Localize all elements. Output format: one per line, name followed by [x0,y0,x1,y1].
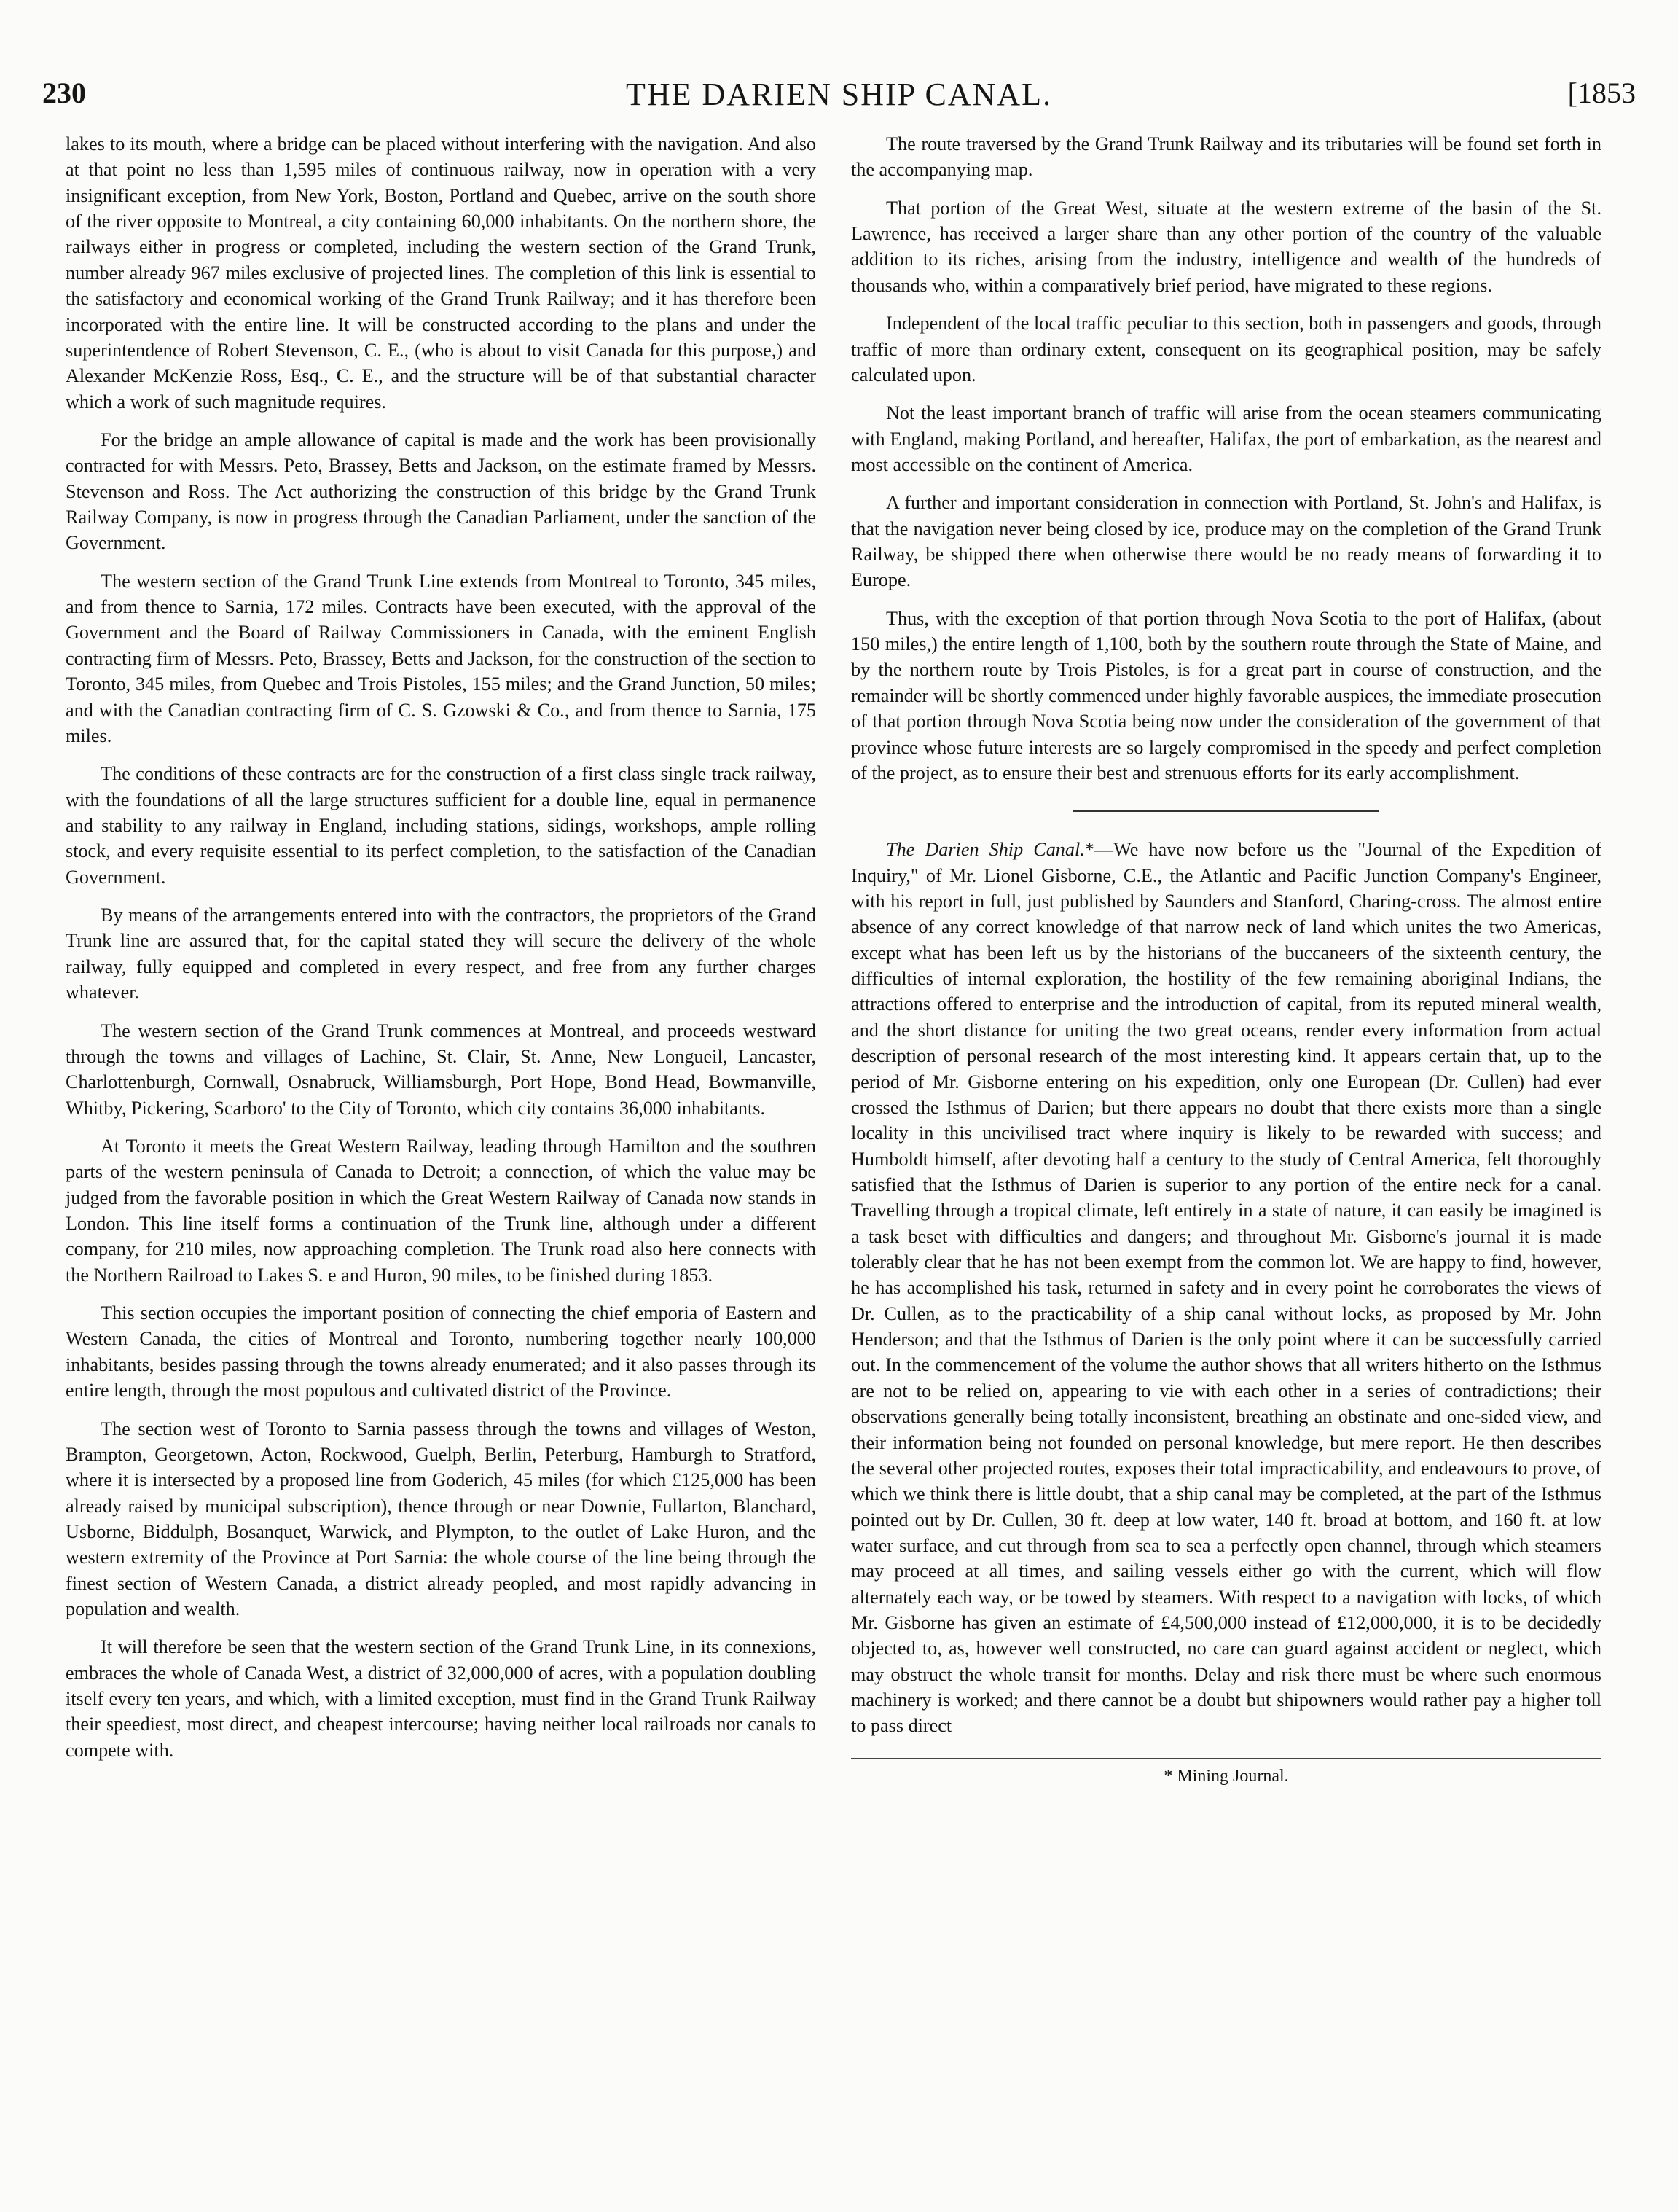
running-title: THE DARIEN SHIP CANAL. [625,77,1053,112]
page-number: 230 [42,77,86,109]
footnote: * Mining Journal. [1164,1766,1289,1786]
footnote-divider [851,1758,1601,1759]
paragraph: By means of the arrangements entered into with the contractors, the proprietors of the Grand Trunk line are assured that, for the capital stated they will secure the delivery of the whole railway, fully equipped and completed in every respect, and free from any further charges whatever. [66,904,816,1004]
section-divider [1073,810,1379,812]
article-paragraph [851,837,1601,1739]
paragraph: A further and important consideration in connection with Portland, St. John's and Halifax, is that the navigation never being closed by ice, produce may on the completion of the Grand Trunk Railway, be shipped there when otherwise there would be no ready means of forwarding it to Europe. [851,492,1601,591]
paragraph: The western section of the Grand Trunk Line extends from Montreal to Toronto, 345 miles, and from thence to Sarnia, 172 miles. Contracts have been executed, with the approval of the Government and the Board of Railway Commissioners in Canada, with the eminent English contracting firm of Messrs. Peto, Brassey, Betts and Jackson, for the construction of the section to Toronto, 345 miles, from Quebec and Trois Pistoles, 155 miles; and the Grand Junction, 50 miles; and with the Canadian contracting firm of C. S. Gzowski & Co., and from thence to Sarnia, 175 miles. [66,570,816,746]
article-body: We have now before us the "Journal of the Expedition of Inquiry," of Mr. Lionel Gisborne, C.E., the Atlantic and Pacific Junction Company's Engineer, with his report in full, just published by Saunders and Stanford, Charing-cross. The almost entire absence of any correct knowledge of that narrow neck of land which unites the two Americas, except what has been left us by the historians of the buccaneers of the sixteenth century, the difficulties of internal exploration, the hostility of the few remaining aboriginal Indians, the attractions offered to enterprise and the introduction of capital, from its reputed mineral wealth, and the short distance for uniting the two great oceans, render every information from actual description of personal research of the most interesting kind. It appears certain that, up to the period of Mr. Gisborne entering on his expedition, only one European (Dr. Cullen) had ever crossed the Isthmus of Darien; but there appears no doubt that there exists more than a single locality in this uncivilised tract where inquiry is likely to be rewarded with success; and Humboldt himself, after devoting half a century to the study of Central America, felt thoroughly satisfied that the Isthmus of Darien is superior to any portion of the entire neck for a canal. Travelling through a tropical climate, left entirely in a state of nature, it can easily be imagined is a task beset with difficulties and dangers; and throughout Mr. Gisborne's journal it is made tolerably clear that he has not been exempt from the common lot. We are happy to find, however, he has accomplished his task, returned in safety and in every point he corroborates the views of Dr. Cullen, as to the practicability of a ship canal without locks, as proposed by Mr. John Henderson; and that the Isthmus of Darien is the only point where it can be successfully carried out. In the commencement of the volume the author shows that all writers hitherto on the Isthmus are not to be relied on, appearing to vie with each other in a series of contradictions; their observations generally being totally inconsistent, breathing an obstinate and one-sided view, and their information being not founded on personal knowledge, but mere report. He then describes the several other projected routes, exposes their total impracticability, and endeavours to prove, of which we think there is little doubt, that a ship canal may be completed, at the part of the Isthmus pointed out by Dr. Cullen, 30 ft. deep at low water, 140 ft. broad at bottom, and 160 ft. at low water surface, and cut through from sea to sea a perfectly open channel, through which steamers may proceed at all times, and sailing vessels either go with the current, which will flow alternately each way, or be towed by steamers. With respect to a navigation with locks, of which Mr. Gisborne has given an estimate of £4,500,000 instead of £12,000,000, it is to be decidedly objected to, as, however well constructed, no care can guard against accident or neglect, which may obstruct the whole transit for months. Delay and risk there must be where such enormous machinery is worked; and there cannot be a doubt but shipowners would rather pay a higher toll to pass direct [851,839,1601,1737]
paragraph: The route traversed by the Grand Trunk Railway and its tributaries will be found set forth in the accompanying map. [851,133,1601,181]
paragraph: It will therefore be seen that the western section of the Grand Trunk Line, in its connexions, embraces the whole of Canada West, a district of 32,000,000 of acres, with a population doubling itself every ten years, and which, with a limited exception, must find in the Grand Trunk Railway their speediest, most direct, and cheapest intercourse; having neither local railroads nor canals to compete with. [66,1636,816,1761]
paragraph: Not the least important branch of traffic will arise from the ocean steamers communicating with England, making Portland, and hereafter, Halifax, the port of embarkation, as the nearest and most accessible on the continent of America. [851,402,1601,475]
paragraph: At Toronto it meets the Great Western Railway, leading through Hamilton and the southren parts of the western peninsula of Canada to Detroit; a connection, of which the value may be judged from the favorable position in which the Great Western Railway of Canada now stands in London. This line itself forms a continuation of the Trunk line, although under a different company, for 210 miles, now approaching completion. The Trunk road also here connects with the Northern Railroad to Lakes S. e and Huron, 90 miles, to be finished during 1853. [66,1135,816,1286]
paragraph: The western section of the Grand Trunk commences at Montreal, and proceeds westward through the towns and villages of Lachine, St. Clair, St. Anne, New Longueil, Lancaster, Charlottenburgh, Cornwall, Osnabruck, Williamsburgh, Port Hope, Bond Head, Bowmanville, Whitby, Pickering, Scarboro' to the City of Toronto, which city contains 36,000 inhabitants. [66,1020,816,1119]
left-column [66,131,816,1775]
year-mark: [1853 [1567,77,1636,109]
paragraph: The section west of Toronto to Sarnia passess through the towns and villages of Weston, Brampton, Georgetown, Acton, Rockwood, Guelph, Berlin, Peterburg, Hamburgh to Stratford, where it is intersected by a proposed line from Goderich, 45 miles (for which £125,000 has been already raised by municipal subscription), thence through or near Downie, Fullarton, Blanchard, Usborne, Biddulph, Bosanquet, Warwick, and Plympton, to the outlet of Lake Huron, and the western extremity of the Province at Port Sarnia: the whole course of the line being through the finest section of Western Canada, a district already peopled, and most rapidly advancing in population and wealth. [66,1418,816,1620]
paragraph: Independent of the local traffic peculiar to this section, both in passengers and goods, through traffic of more than ordinary extent, consequent on its geographical position, may be safely calculated upon. [851,313,1601,386]
right-column [851,131,1601,1788]
paragraph: This section occupies the important position of connecting the chief emporia of Eastern and Western Canada, the cities of Montreal and Toronto, numbering together nearly 100,000 inhabitants, besides passing through the towns already enumerated; and it also passes through its entire length, through the most populous and cultivated district of the Province. [66,1302,816,1402]
page-header [42,76,1636,120]
paragraph: For the bridge an ample allowance of capital is made and the work has been provisionally contracted for with Messrs. Peto, Brassey, Betts and Jackson, on the estimate framed by Messrs. Stevenson and Ross. The Act authorizing the construction of this bridge by the Grand Trunk Railway Company, is now in progress through the Canadian Parliament, under the sanction of the Government. [66,429,816,554]
paragraph: The conditions of these contracts are for the construction of a first class single track railway, with the foundations of all the large structures sufficient for a double line, equal in permanence and stability to any railway in England, including stations, sidings, workshops, ample rolling stock, and every requisite essential to its perfect completion, to the satisfaction of the Canadian Government. [66,763,816,888]
paragraph: lakes to its mouth, where a bridge can be placed without interfering with the navigation. And also at that point no less than 1,595 miles of continuous railway, now in operation with a very insignificant exception, from New York, Boston, Portland and Quebec, arrive on the south shore of the river opposite to Montreal, a city containing 60,000 inhabitants. On the northern shore, the railways either in progress or completed, including the western section of the Grand Trunk, number already 967 miles exclusive of projected lines. The completion of this link is essential to the satisfactory and economical working of the Grand Trunk Railway; and it has therefore been incorporated with the entire line. It will be constructed according to the plans and under the superintendence of Robert Stevenson, C. E., (who is about to visit Canada for this purpose,) and Alexander McKenzie Ross, Esq., C. E., and the structure will be of that substantial character which a work of such magnitude requires. [66,133,816,413]
footnote-marker: *— [1084,839,1114,861]
paragraph: That portion of the Great West, situate at the western extreme of the basin of the St. Lawrence, has received a larger share than any other portion of the country of the valuable addition to its riches, arising from the industry, intelligence and wealth of the hundreds of thousands who, within a comparatively brief period, have migrated to these regions. [851,197,1601,296]
paragraph: Thus, with the exception of that portion through Nova Scotia to the port of Halifax, (about 150 miles,) the entire length of 1,100, both by the southern route through the State of Maine, and by the northern route by Trois Pistoles, is for a great part in course of construction, and the remainder will be shortly commenced under highly favorable auspices, the immediate prosecution of that portion through Nova Scotia being now under the consideration of the government of that province whose future interests are so largely compromised in the speedy and perfect completion of the project, as to ensure their best and strenuous efforts for its early accomplishment. [851,607,1601,783]
article-title: The Darien Ship Canal. [886,839,1085,861]
